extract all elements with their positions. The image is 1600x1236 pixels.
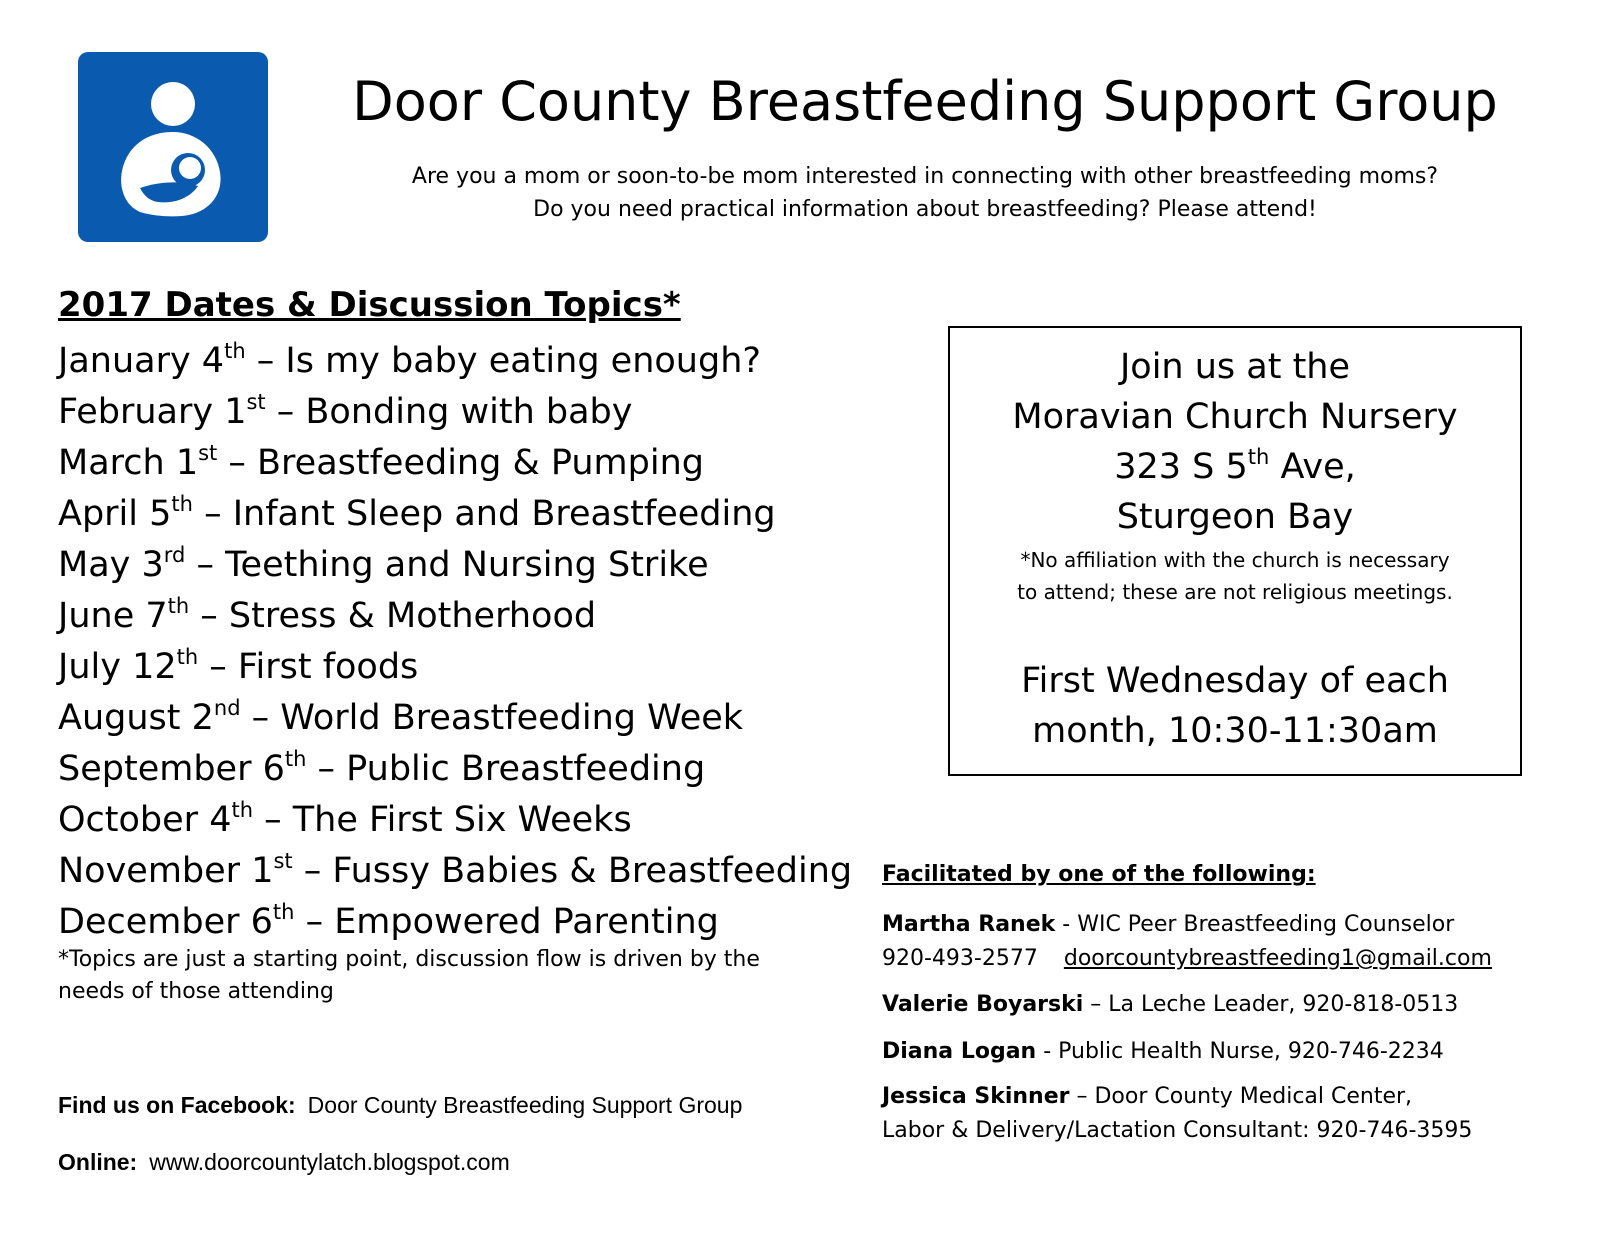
- topic-item: April 5th – Infant Sleep and Breastfeeding: [58, 492, 776, 534]
- topic-item: February 1st – Bonding with baby: [58, 390, 633, 432]
- intro-text: [300, 160, 1550, 226]
- topic-item: September 6th – Public Breastfeeding: [58, 747, 706, 789]
- facilitator-martha: Martha Ranek - WIC Peer Breastfeeding Counselor 920-493-2577 doorcountybreastfeeding1@gmail.com: [882, 912, 1492, 971]
- topics-note: *Topics are just a starting point, discussion flow is driven by the needs of those attending: [58, 947, 760, 1004]
- venue-note: *No affiliation with the church is necessary to attend; these are not religious meetings.: [1017, 548, 1453, 604]
- topic-item: July 12th – First foods: [58, 645, 419, 687]
- intro-line-1: Are you a mom or soon-to-be mom interested in connecting with other breastfeeding moms?: [411, 164, 1439, 189]
- topic-item: May 3rd – Teething and Nursing Strike: [58, 543, 709, 585]
- facebook-value: Door County Breastfeeding Support Group: [307, 1092, 743, 1118]
- website-link[interactable]: www.doorcountylatch.blogspot.com: [149, 1149, 510, 1175]
- topic-item: March 1st – Breastfeeding & Pumping: [58, 441, 704, 483]
- venue-intro: Join us at the: [1119, 347, 1351, 387]
- page-title: Door County Breastfeeding Support Group: [352, 70, 1498, 133]
- topic-item: June 7th – Stress & Motherhood: [58, 594, 597, 636]
- topic-item: August 2nd – World Breastfeeding Week: [58, 696, 744, 738]
- logo: [78, 52, 268, 242]
- facilitators-heading: Facilitated by one of the following:: [882, 862, 1316, 887]
- email-link[interactable]: doorcountybreastfeeding1@gmail.com: [1063, 946, 1492, 971]
- topics-list: [58, 336, 852, 948]
- topic-item: January 4th – Is my baby eating enough?: [58, 339, 761, 381]
- venue-address: 323 S 5th Ave,: [1114, 445, 1356, 487]
- topic-item: October 4th – The First Six Weeks: [58, 798, 632, 840]
- facilitator-jessica: Jessica Skinner – Door County Medical Center, Labor & Delivery/Lactation Consultant: 920-746-3595: [882, 1084, 1473, 1143]
- intro-line-2: Do you need practical information about breastfeeding? Please attend!: [533, 197, 1317, 222]
- topic-item: December 6th – Empowered Parenting: [58, 900, 719, 942]
- facebook-label: Find us on Facebook:: [58, 1092, 296, 1118]
- schedule-line-1: First Wednesday of each: [1021, 661, 1449, 701]
- topics-heading: 2017 Dates & Discussion Topics*: [58, 285, 681, 325]
- schedule-line-2: month, 10:30-11:30am: [1032, 711, 1438, 751]
- breastfeeding-symbol-icon: [78, 52, 268, 242]
- facebook-line: [58, 1090, 742, 1120]
- topic-item: November 1st – Fussy Babies & Breastfeeding: [58, 849, 853, 891]
- facilitator-valerie: Valerie Boyarski – La Leche Leader, 920-818-0513: [882, 992, 1459, 1017]
- venue-city: Sturgeon Bay: [1116, 497, 1354, 537]
- online-label: Online:: [58, 1149, 138, 1175]
- venue-name: Moravian Church Nursery: [1012, 397, 1458, 437]
- facilitator-diana: Diana Logan - Public Health Nurse, 920-746-2234: [882, 1039, 1444, 1064]
- online-line: [58, 1147, 510, 1177]
- venue-box: [948, 326, 1522, 776]
